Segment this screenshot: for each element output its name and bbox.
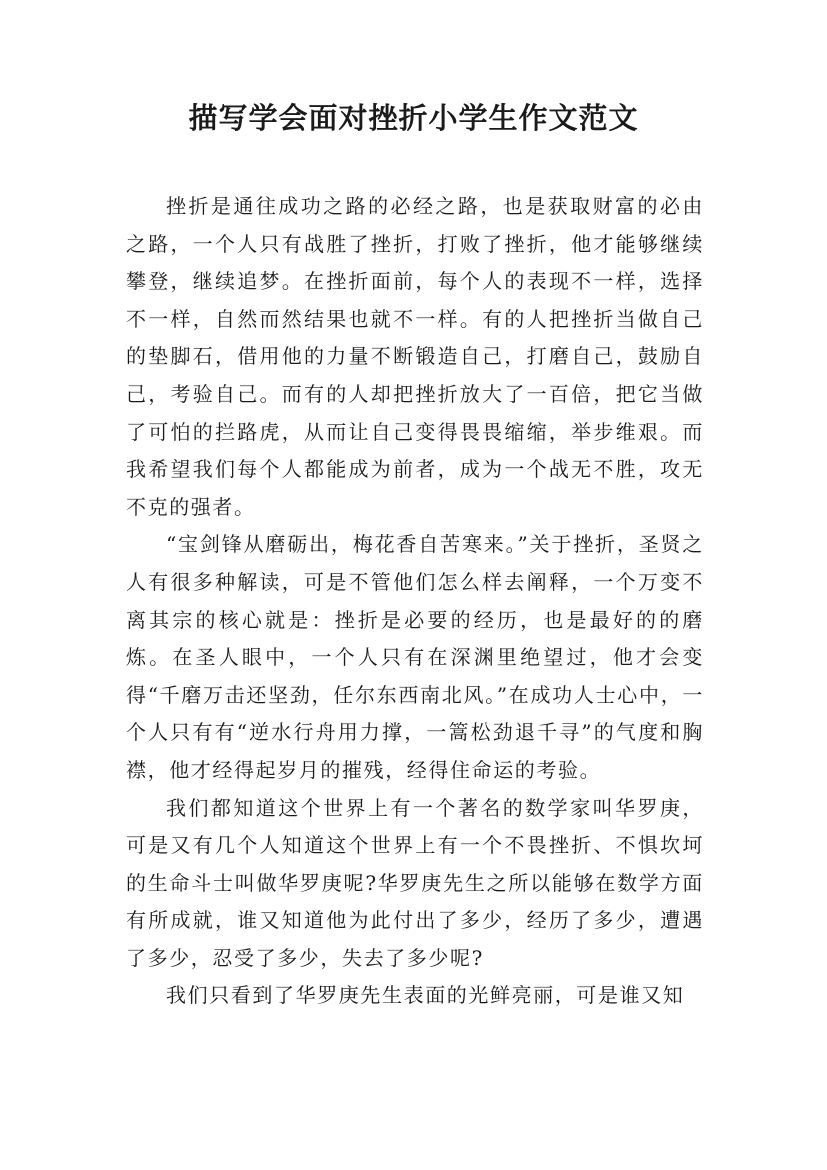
document-body <box>126 188 704 1015</box>
document-title: 描写学会面对挫折小学生作文范文 <box>188 101 639 135</box>
paragraph-2: “宝剑锋从磨砺出，梅花香自苦寒来。”关于挫折，圣贤之人有很多种解读，可是不管他们怎么样去阐释，一个万变不离其宗的核心就是：挫折是必要的经历，也是最好的的磨炼。在圣人眼中，一个人只有在深渊里绝望过，他才会变得“千磨万击还坚劲，任尔东西南北风。”在成功人士心中，一个人只有有“逆水行舟用力撑，一篙松劲退千寻”的气度和胸襟，他才经得起岁月的摧残，经得住命运的考验。 <box>126 532 704 782</box>
paragraph-1: 挫折是通往成功之路的必经之路，也是获取财富的必由之路，一个人只有战胜了挫折，打败了挫折，他才能够继续攀登，继续追梦。在挫折面前，每个人的表现不一样，选择不一样，自然而然结果也就不一样。有的人把挫折当做自己的垫脚石，借用他的力量不断锻造自己，打磨自己，鼓励自己，考验自己。而有的人却把挫折放大了一百倍，把它当做了可怕的拦路虎，从而让自己变得畏畏缩缩，举步维艰。而我希望我们每个人都能成为前者，成为一个战无不胜，攻无不克的强者。 <box>126 194 704 519</box>
paragraph-4: 我们只看到了华罗庚先生表面的光鲜亮丽，可是谁又知 <box>166 983 685 1008</box>
paragraph-3: 我们都知道这个世界上有一个著名的数学家叫华罗庚，可是又有几个人知道这个世界上有一个不畏挫折、不惧坎坷的生命斗士叫做华罗庚呢?华罗庚先生之所以能够在数学方面有所成就，谁又知道他为此付出了多少，经历了多少，遭遇了多少，忍受了多少，失去了多少呢? <box>126 795 704 970</box>
